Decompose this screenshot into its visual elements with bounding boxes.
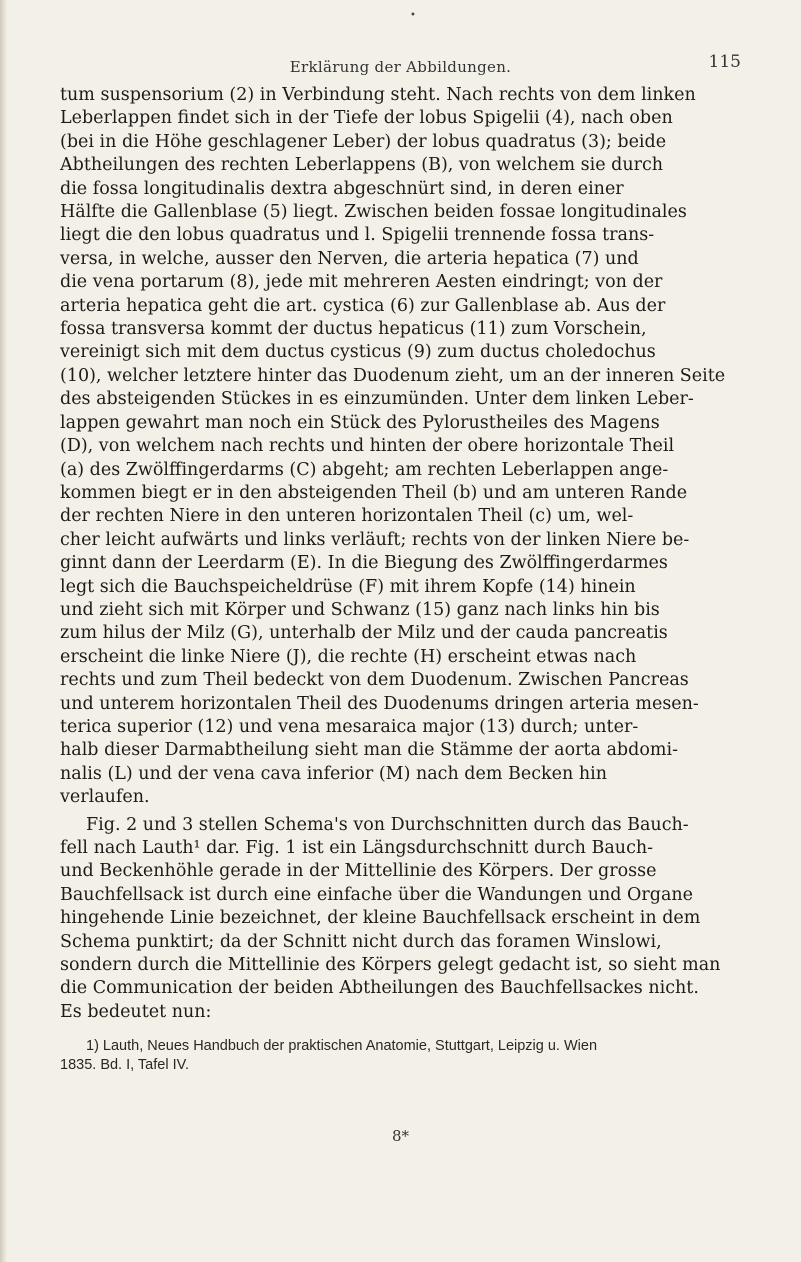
text-line: vereinigt sich mit dem ductus cysticus (9) zum ductus choledochus — [60, 342, 656, 363]
text-line: (10), welcher letztere hinter das Duodenum zieht, um an der inneren Seite — [60, 365, 726, 386]
text-line: Bauchfellsack ist durch eine einfache über die Wandungen und Organe — [60, 884, 694, 905]
signature-mark: 8* — [391, 1127, 410, 1145]
running-title: Erklärung der Abbildungen. — [289, 58, 512, 76]
text-line: liegt die den lobus quadratus und l. Spigelii trennende fossa trans- — [60, 225, 655, 246]
text-line: Es bedeutet nun: — [60, 1001, 212, 1022]
text-line: erscheint die linke Niere (J), die rechte (H) erscheint etwas nach — [60, 646, 637, 667]
text-line: ginnt dann der Leerdarm (E). In die Biegung des Zwölffingerdarmes — [60, 553, 668, 574]
text-line: und unterem horizontalen Theil des Duodenums dringen arteria mesen- — [60, 693, 699, 714]
text-line: die fossa longitudinalis dextra abgeschnürt sind, in deren einer — [60, 178, 624, 199]
text-line: arteria hepatica geht die art. cystica (6) zur Gallenblase ab. Aus der — [60, 295, 666, 316]
text-line: und zieht sich mit Körper und Schwanz (15) ganz nach links hin bis — [60, 599, 660, 620]
paragraph-2 — [60, 814, 772, 1025]
text-line: und Beckenhöhle gerade in der Mittellinie des Körpers. Der grosse — [60, 861, 657, 882]
text-line: die vena portarum (8), jede mit mehreren Aesten eindringt; von der — [60, 272, 663, 293]
page-edge-shadow — [0, 0, 7, 1262]
text-line: halb dieser Darmabtheilung sieht man die Stämme der aorta abdomi- — [60, 740, 678, 761]
text-line: terica superior (12) und vena mesaraica major (13) durch; unter- — [60, 716, 639, 737]
top-mark: • — [410, 10, 416, 21]
text-line: fell nach Lauth¹ dar. Fig. 1 ist ein Längsdurchschnitt durch Bauch- — [60, 838, 654, 858]
text-line: tum suspensorium (2) in Verbindung steht. Nach rechts von dem linken — [60, 85, 696, 105]
text-line: (bei in die Höhe geschlagener Leber) der lobus quadratus (3); beide — [60, 131, 667, 152]
text-line: fossa transversa kommt der ductus hepaticus (11) zum Vorschein, — [60, 319, 647, 340]
text-line: nalis (L) und der vena cava inferior (M) nach dem Becken hin — [60, 763, 607, 784]
footnote-line-1: 1) Lauth, Neues Handbuch der praktischen Anatomie, Stuttgart, Leipzig u. Wien — [86, 1038, 598, 1054]
page-number: 115 — [708, 52, 741, 72]
text-line: rechts und zum Theil bedeckt von dem Duodenum. Zwischen Pancreas — [60, 670, 689, 691]
text-line: verlaufen. — [60, 787, 150, 808]
text-line: Hälfte die Gallenblase (5) liegt. Zwischen beiden fossae longitudinales — [60, 202, 687, 223]
body-text — [60, 84, 772, 1024]
text-line: des absteigenden Stückes in es einzumünden. Unter dem linken Leber- — [60, 389, 694, 410]
text-line: (a) des Zwölffingerdarms (C) abgeht; am rechten Leberlappen ange- — [60, 459, 669, 480]
text-line: legt sich die Bauchspeicheldrüse (F) mit ihrem Kopfe (14) hinein — [60, 576, 636, 597]
text-line: cher leicht aufwärts und links verläuft; rechts von der linken Niere be- — [60, 529, 690, 550]
text-line: Leberlappen findet sich in der Tiefe der lobus Spigelii (4), nach oben — [60, 108, 673, 129]
footnote — [60, 1037, 772, 1075]
text-line: Abtheilungen des rechten Leberlappens (B), von welchem sie durch — [60, 155, 664, 176]
text-line: kommen biegt er in den absteigenden Theil (b) und am unteren Rande — [60, 482, 688, 503]
text-line: hingehende Linie bezeichnet, der kleine Bauchfellsack erscheint in dem — [60, 908, 701, 929]
text-line: zum hilus der Milz (G), unterhalb der Milz und der cauda pancreatis — [60, 623, 668, 644]
text-line: versa, in welche, ausser den Nerven, die arteria hepatica (7) und — [60, 248, 639, 269]
text-line: (D), von welchem nach rechts und hinten der obere horizontale Theil — [60, 436, 675, 457]
text-line: die Communication der beiden Abtheilungen des Bauchfellsackes nicht. — [60, 978, 699, 999]
text-line: lappen gewahrt man noch ein Stück des Pylorustheiles des Magens — [60, 412, 660, 433]
text-line: Schema punktirt; da der Schnitt nicht durch das foramen Winslowi, — [60, 931, 662, 952]
footnote-line-2: 1835. Bd. I, Tafel IV. — [60, 1057, 189, 1073]
text-line: der rechten Niere in den unteren horizontalen Theil (c) um, wel- — [60, 506, 634, 527]
text-line: sondern durch die Mittellinie des Körpers gelegt gedacht ist, so sieht man — [60, 955, 721, 976]
paragraph-1 — [60, 84, 772, 810]
text-line: Fig. 2 und 3 stellen Schema's von Durchschnitten durch das Bauch- — [86, 814, 689, 835]
